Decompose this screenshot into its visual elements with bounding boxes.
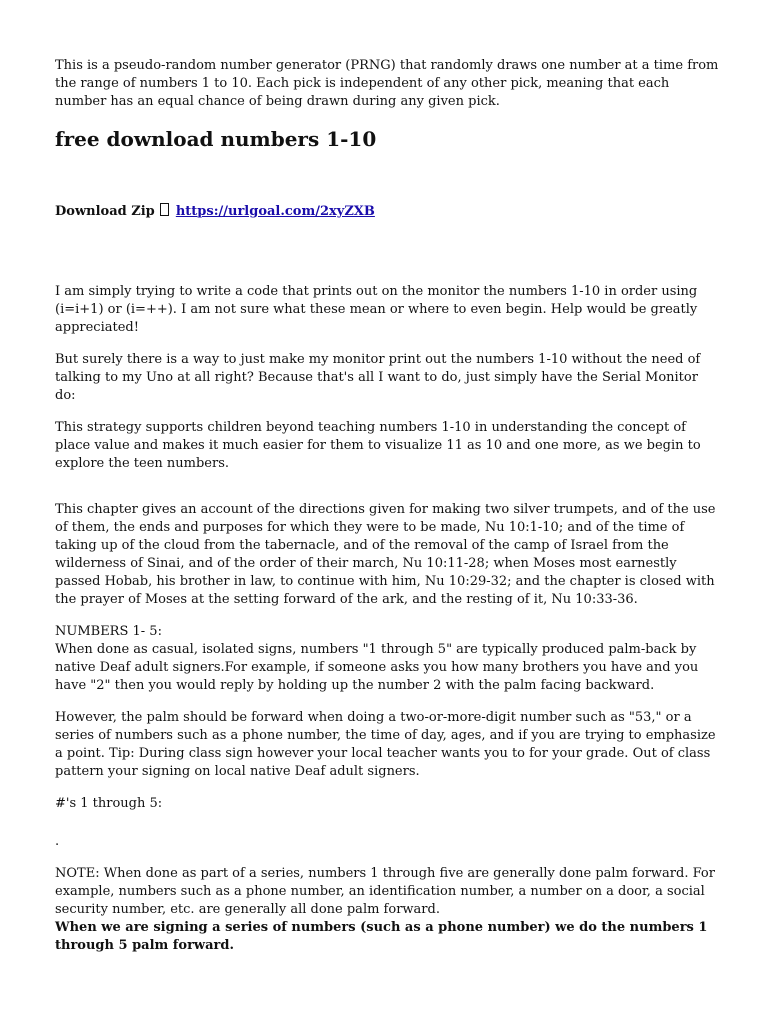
paragraph-palm-forward: However, the palm should be forward when doing a two-or-more-digit number such as "53," or a series of numbers such as a phone number, the time of day, ages, and if you are trying to emphasize a point. Tip: During class sign however your local teacher wants you to for your grade. Out of class pattern your signing on local native Deaf adult signers.: [55, 710, 716, 779]
paragraph-serial-monitor: But surely there is a way to just make my monitor print out the numbers 1-10 without the need of talking to my Uno at all right? Because that's all I want to do, just simply have the Serial Monitor do:: [55, 352, 701, 403]
paragraph-note: NOTE: When done as part of a series, numbers 1 through five are generally done palm forward. For example, numbers such as a phone number, an identification number, a number on a door, a social security number, etc. are generally all done palm forward.: [55, 866, 715, 917]
download-link[interactable]: https://urlgoal.com/2xyZXB: [175, 204, 375, 219]
paragraph-bold-summary: [55, 919, 720, 955]
paragraph-silver-trumpets: This chapter gives an account of the directions given for making two silver trumpets, and of the use of them, the ends and purposes for which they were to be made, Nu 10:1-10; and of the time of taking up of the cloud from the tabernacle, and of the removal of the camp of Israel from the wilderness of Sinai, and of the order of their march, Nu 10:11-28; when Moses most earnestly passed Hobab, his brother in law, to continue with him, Nu 10:29-32; and the chapter is closed with the prayer of Moses at the setting forward of the ark, and the resting of it, Nu 10:33-36.: [55, 502, 716, 607]
bold-summary-text: When we are signing a series of numbers (such as a phone number) we do the numbers 1 through 5 palm forward.: [55, 920, 708, 953]
paragraph-dot: .: [55, 834, 60, 849]
intro-paragraph: This is a pseudo-random number generator (PRNG) that randomly draws one number at a time from the range of numbers 1 to 10. Each pick is independent of any other pick, meaning that each number has an equal chance of being drawn during any given pick.: [55, 58, 719, 109]
paragraph-palm-back: When done as casual, isolated signs, numbers "1 through 5" are typically produced palm-back by native Deaf adult signers.For example, if someone asks you how many brothers you have and you have "2" then you would reply by holding up the number 2 with the palm facing backward.: [55, 642, 699, 693]
download-label: Download Zip: [55, 204, 155, 219]
download-line: [55, 203, 720, 221]
numbers-heading: NUMBERS 1- 5:: [55, 624, 162, 639]
paragraph-code-question: I am simply trying to write a code that prints out on the monitor the numbers 1-10 in order using (i=i+1) or (i=++). I am not sure what these mean or where to even begin. Help would be greatly appreciated!: [55, 284, 698, 335]
document-body: [55, 57, 720, 955]
missing-glyph-icon: [160, 203, 169, 216]
paragraph-numbers-label: #'s 1 through 5:: [55, 796, 163, 811]
page-title: free download numbers 1-10: [55, 127, 377, 151]
paragraph-place-value: This strategy supports children beyond teaching numbers 1-10 in understanding the concept of place value and makes it much easier for them to visualize 11 as 10 and one more, as we begin to explore the teen numbers.: [55, 420, 701, 471]
